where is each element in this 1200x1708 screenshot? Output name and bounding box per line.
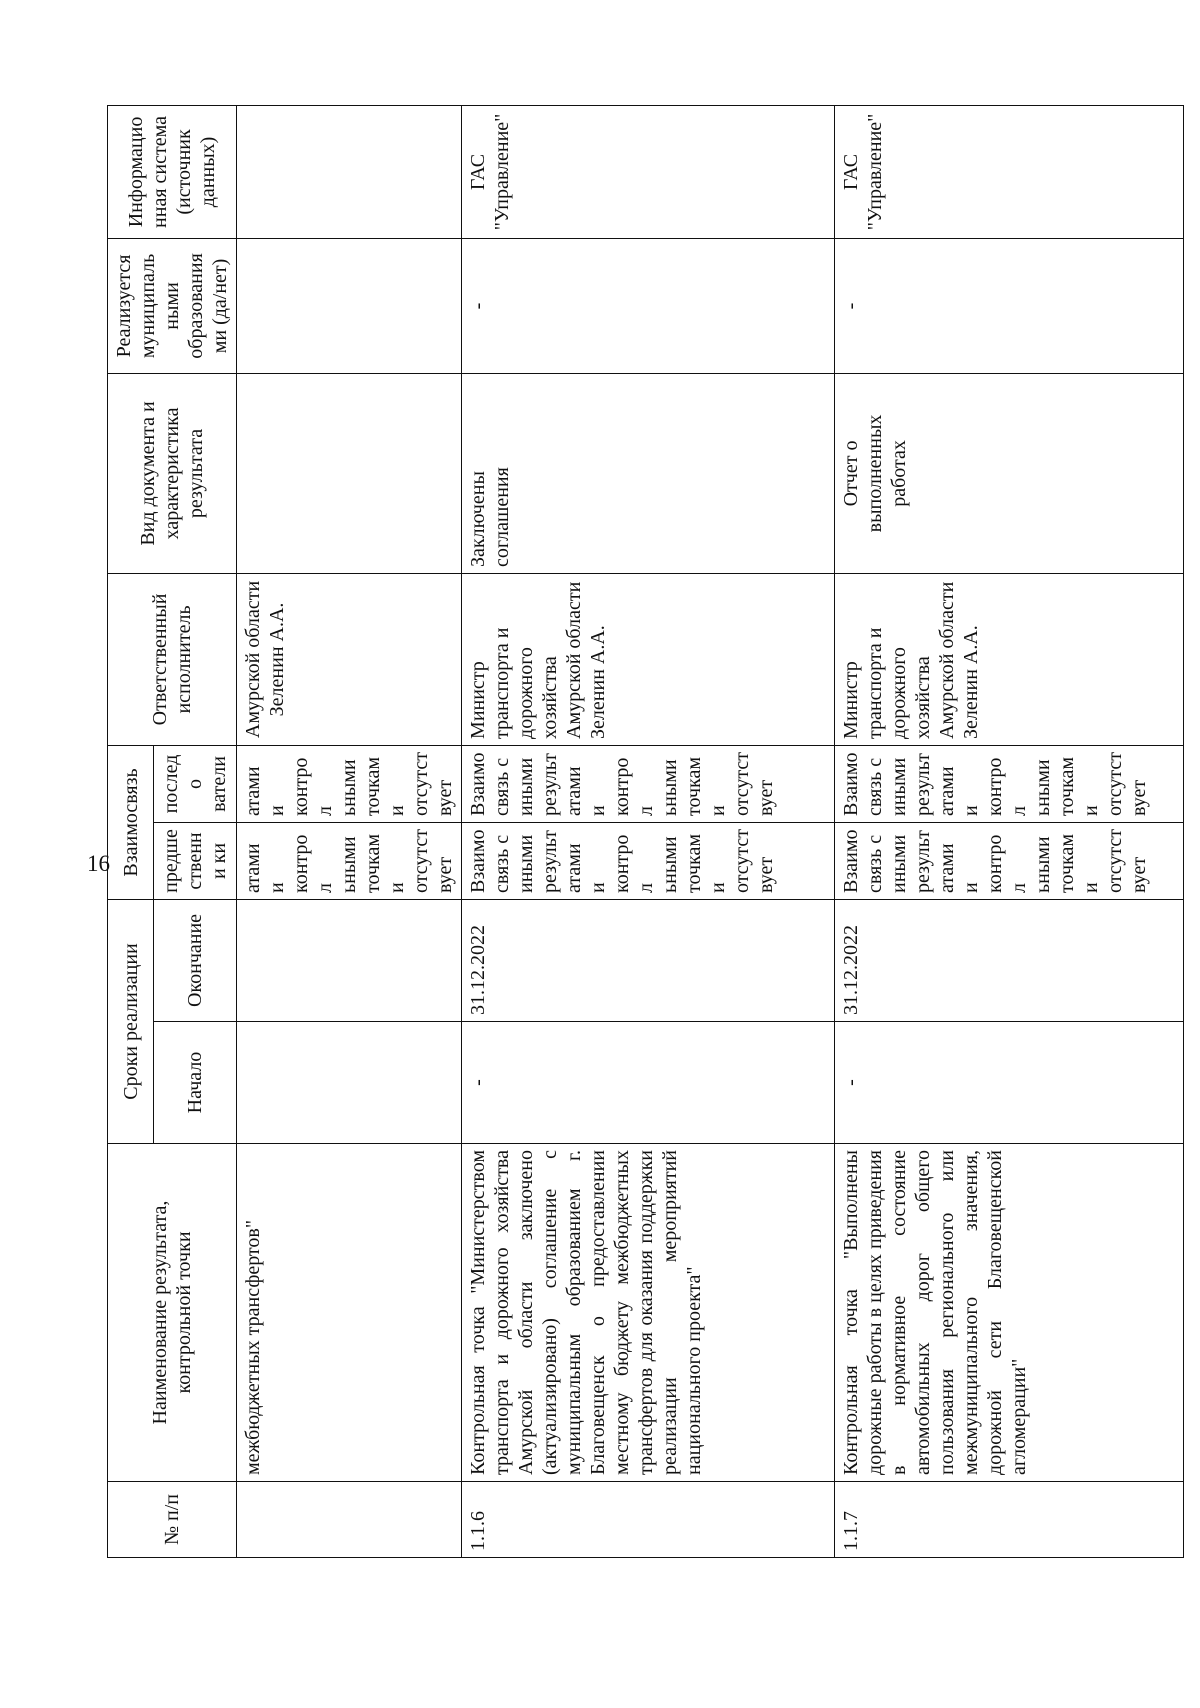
cell-succ: Взаимо связь с иными результ атами и контрол ьными точками отсутст вует xyxy=(462,745,835,822)
cell-end: 31.12.2022 xyxy=(835,899,1184,1021)
header-doc: Вид документа и характеристика результата xyxy=(108,373,237,573)
header-info: Информацио нная система (источник данных) xyxy=(108,105,237,238)
header-pred: предше ственни ки xyxy=(154,822,237,899)
header-end: Окончание xyxy=(154,899,237,1021)
cell-info: ГАС "Управление" xyxy=(835,105,1184,238)
table-row xyxy=(237,105,462,1557)
header-succ: последо ватели xyxy=(154,745,237,822)
cell-num: 1.1.7 xyxy=(835,1482,1184,1558)
header-start: Начало xyxy=(154,1022,237,1144)
table-row xyxy=(835,105,1184,1557)
header-link: Взаимосвязь xyxy=(108,745,154,899)
cell-muni: - xyxy=(835,238,1184,373)
cell-muni: - xyxy=(462,238,835,373)
header-muni: Реализуется муниципаль ными образования ми (да/нет) xyxy=(108,238,237,373)
schedule-table xyxy=(107,105,1184,1558)
header-num: № п/п xyxy=(108,1482,237,1558)
cell-end: 31.12.2022 xyxy=(462,899,835,1021)
cell-name: Контрольная точка "Выполнены дорожные работы в целях приведения в нормативное состояние автомобильных дорог общего пользования регионального или межмуниципального значения, дорожной сети Благовещенской агломерации" xyxy=(835,1144,1184,1482)
header-period: Сроки реализации xyxy=(108,899,154,1143)
cell-resp: Министр транспорта и дорожного хозяйства Амурской области Зеленин А.А. xyxy=(835,573,1184,745)
cell-resp: Амурской области Зеленин А.А. xyxy=(237,573,462,745)
cell-name: межбюджетных трансфертов" xyxy=(237,1144,462,1482)
cell-start: - xyxy=(462,1022,835,1144)
cell-resp: Министр транспорта и дорожного хозяйства Амурской области Зеленин А.А. xyxy=(462,573,835,745)
cell-start xyxy=(237,1022,462,1144)
cell-pred: атами и контрол ьными точками отсутст вует xyxy=(237,822,462,899)
cell-pred: Взаимо связь с иными результ атами и контрол ьными точками отсутст вует xyxy=(835,822,1184,899)
cell-num: 1.1.6 xyxy=(462,1482,835,1558)
header-row-1 xyxy=(108,105,154,1557)
cell-succ: атами и контрол ьными точками отсутст вует xyxy=(237,745,462,822)
cell-doc: Заключены соглашения xyxy=(462,373,835,573)
header-resp: Ответственный исполнитель xyxy=(108,573,237,745)
cell-doc: Отчет о выполненных работах xyxy=(835,373,1184,573)
header-name: Наименование результата, контрольной точки xyxy=(108,1144,237,1482)
cell-succ: Взаимо связь с иными результ атами и контрол ьными точками отсутст вует xyxy=(835,745,1184,822)
rotated-table-wrapper xyxy=(107,106,1150,1558)
cell-doc xyxy=(237,373,462,573)
cell-muni xyxy=(237,238,462,373)
cell-start: - xyxy=(835,1022,1184,1144)
rotated-page-area xyxy=(107,106,1150,1558)
table-row xyxy=(462,105,835,1557)
cell-name: Контрольная точка "Министерством транспорта и дорожного хозяйства Амурской области заключено (актуализировано) соглашение с муниципальным образованием г. Благовещенск о предоставлении местному бюджету межбюджетных трансфертов для оказания поддержки реализации мероприятий национального проекта" xyxy=(462,1144,835,1482)
cell-pred: Взаимо связь с иными результ атами и контрол ьными точками отсутст вует xyxy=(462,822,835,899)
cell-end xyxy=(237,899,462,1021)
cell-info xyxy=(237,105,462,238)
page-number: 16 xyxy=(87,851,110,876)
cell-num xyxy=(237,1482,462,1558)
cell-info: ГАС "Управление" xyxy=(462,105,835,238)
